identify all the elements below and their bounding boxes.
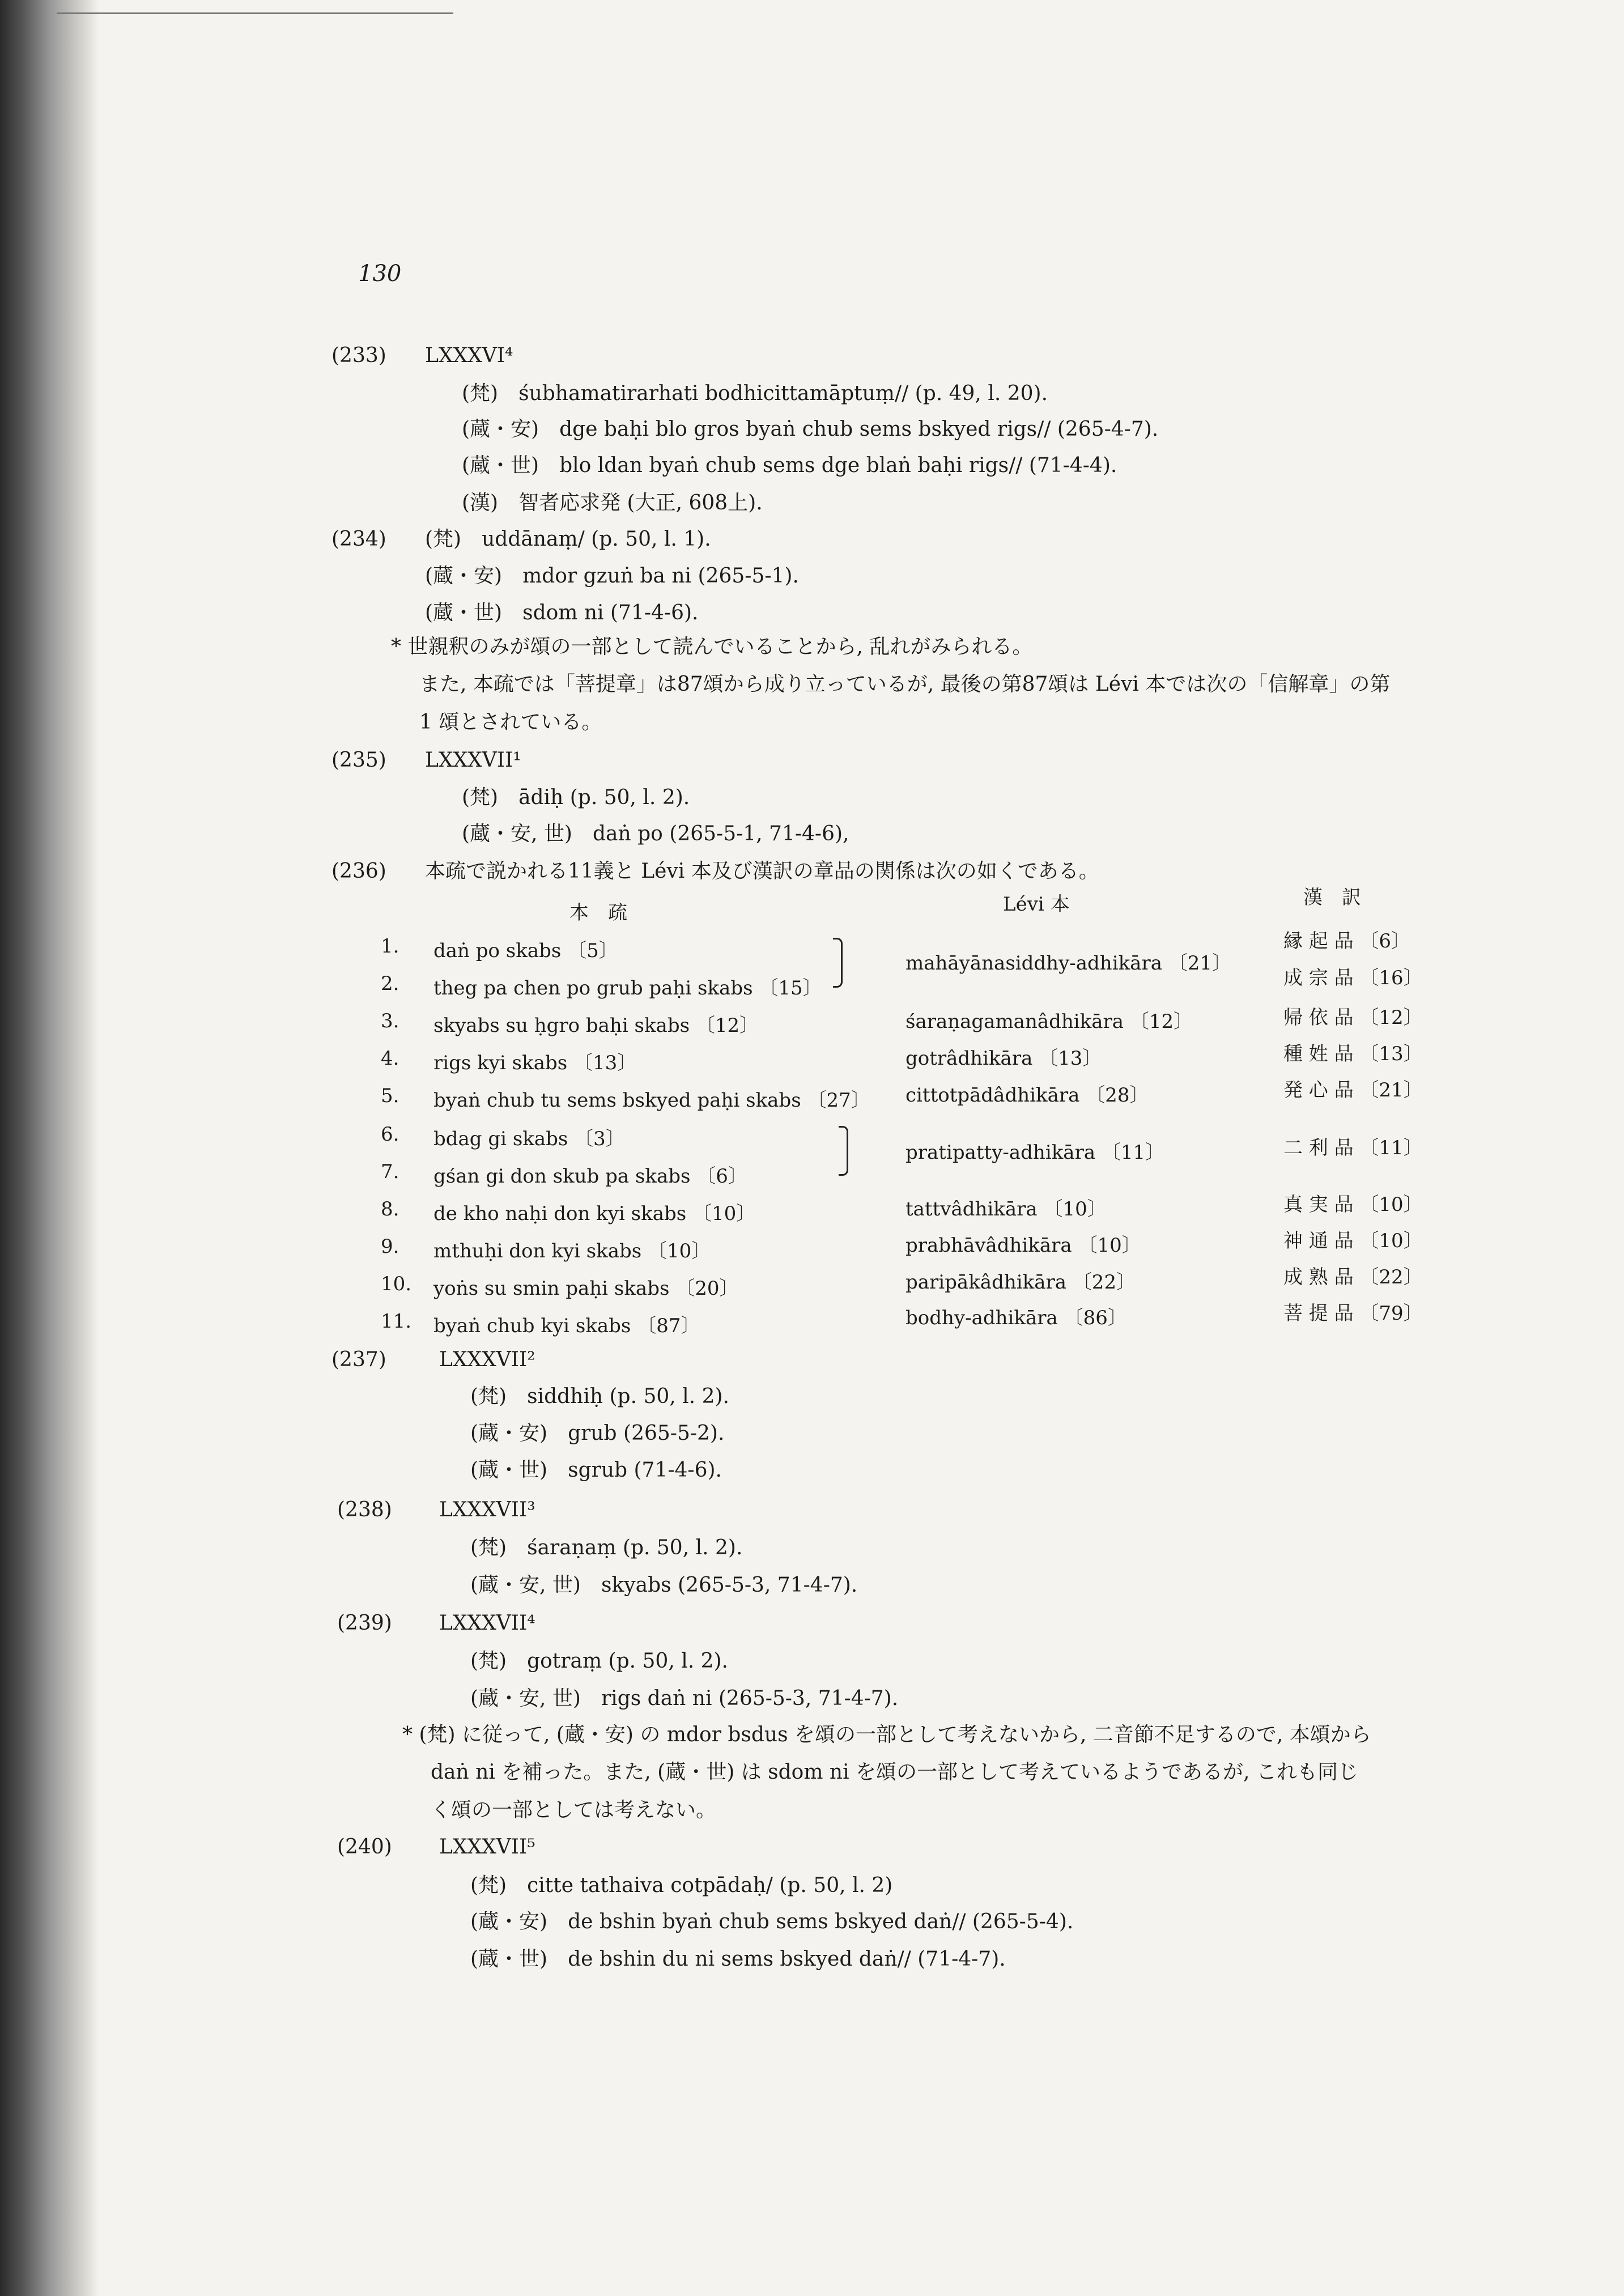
text-line: (梵) citte tathaiva cotpādaḥ/ (p. 50, l. 2) bbox=[470, 1874, 893, 1897]
levi-chapter: paripākâdhikāra 〔22〕 bbox=[905, 1271, 1136, 1294]
tibetan-chapter: mthuḥi don kyi skabs 〔10〕 bbox=[433, 1240, 711, 1262]
text-line: (蔵・安) dge baḥi blo gros byaṅ chub sems bskyed rigs// (265-4-7). bbox=[462, 418, 1159, 441]
row-number: 7. bbox=[381, 1160, 399, 1183]
text-line: (梵) siddhiḥ (p. 50, l. 2). bbox=[470, 1385, 729, 1408]
text-line: (235) bbox=[331, 749, 386, 772]
text-line: (漢) 智者応求発 (大正, 608上). bbox=[462, 491, 763, 515]
row-number: 2. bbox=[381, 972, 399, 995]
text-line: (梵) śubhamatirarhati bodhicittamāptuṃ// (p. 49, l. 20). bbox=[462, 382, 1048, 405]
text-line: LXXXVII³ bbox=[439, 1498, 535, 1521]
row-number: 4. bbox=[381, 1047, 399, 1070]
column-header: 本 疏 bbox=[569, 902, 627, 924]
tibetan-chapter: theg pa chen po grub paḥi skabs 〔15〕 bbox=[433, 977, 822, 1000]
scan-top-edge bbox=[57, 12, 453, 14]
text-line: (梵) gotraṃ (p. 50, l. 2). bbox=[470, 1649, 728, 1673]
levi-chapter: pratipatty-adhikāra 〔11〕 bbox=[905, 1141, 1165, 1164]
tibetan-chapter: skyabs su ḥgro baḥi skabs 〔12〕 bbox=[433, 1014, 759, 1037]
text-line: また, 本疏では「菩提章」は87頌から成り立っているが, 最後の第87頌は Lévi 本では次の「信解章」の第 bbox=[419, 673, 1391, 696]
tibetan-chapter: de kho naḥi don kyi skabs 〔10〕 bbox=[433, 1202, 756, 1225]
text-line: (234) bbox=[331, 528, 386, 551]
text-line: LXXXVII² bbox=[439, 1348, 535, 1371]
text-line: (梵) ādiḥ (p. 50, l. 2). bbox=[462, 786, 690, 809]
book-spine-shadow bbox=[0, 0, 99, 2296]
tibetan-chapter: bdag gi skabs 〔3〕 bbox=[433, 1128, 625, 1150]
tibetan-chapter: daṅ po skabs 〔5〕 bbox=[433, 939, 618, 962]
chinese-chapter: 二 利 品 〔11〕 bbox=[1283, 1137, 1423, 1159]
text-line: く頌の一部としては考えない。 bbox=[431, 1798, 717, 1822]
text-line: (蔵・安, 世) daṅ po (265-5-1, 71-4-6), bbox=[462, 822, 849, 845]
text-line: daṅ ni を補った。また, (蔵・世) は sdom ni を頌の一部として考えているようであるが, これも同じ bbox=[431, 1761, 1358, 1784]
chinese-chapter: 帰 依 品 〔12〕 bbox=[1283, 1006, 1423, 1029]
text-line: (蔵・安, 世) skyabs (265-5-3, 71-4-7). bbox=[470, 1574, 858, 1597]
text-line: LXXXVI⁴ bbox=[425, 344, 513, 367]
tibetan-chapter: byaṅ chub tu sems bskyed paḥi skabs 〔27〕 bbox=[433, 1089, 870, 1112]
levi-chapter: prabhāvâdhikāra 〔10〕 bbox=[905, 1234, 1141, 1257]
text-line: * (梵) に従って, (蔵・安) の mdor bsdus を頌の一部として考えないから, 二音節不足するので, 本頌から bbox=[402, 1723, 1371, 1746]
text-line: (蔵・安, 世) rigs daṅ ni (265-5-3, 71-4-7). bbox=[470, 1687, 899, 1710]
chinese-chapter: 成 宗 品 〔16〕 bbox=[1283, 967, 1423, 989]
tibetan-chapter: rigs kyi skabs 〔13〕 bbox=[433, 1052, 637, 1074]
chinese-chapter: 神 通 品 〔10〕 bbox=[1283, 1230, 1423, 1252]
bracket-rows-1-2 bbox=[833, 938, 843, 988]
row-number: 10. bbox=[381, 1273, 412, 1295]
text-line: (239) bbox=[337, 1612, 392, 1635]
chinese-chapter: 縁 起 品 〔6〕 bbox=[1283, 930, 1411, 953]
chinese-chapter: 菩 提 品 〔79〕 bbox=[1283, 1302, 1423, 1325]
text-line: (237) bbox=[331, 1348, 386, 1371]
row-number: 9. bbox=[381, 1235, 399, 1258]
text-line: (梵) śaraṇaṃ (p. 50, l. 2). bbox=[470, 1536, 743, 1559]
levi-chapter: mahāyānasiddhy-adhikāra 〔21〕 bbox=[905, 952, 1232, 975]
row-number: 8. bbox=[381, 1198, 399, 1221]
text-line: (蔵・世) sdom ni (71-4-6). bbox=[425, 601, 699, 624]
text-line: LXXXVII⁵ bbox=[439, 1835, 535, 1859]
tibetan-chapter: yoṅs su smin paḥi skabs 〔20〕 bbox=[433, 1277, 739, 1300]
levi-chapter: gotrâdhikāra 〔13〕 bbox=[905, 1047, 1102, 1070]
levi-chapter: tattvâdhikāra 〔10〕 bbox=[905, 1198, 1107, 1221]
row-number: 1. bbox=[381, 935, 399, 958]
text-line: LXXXVII⁴ bbox=[439, 1612, 535, 1635]
text-line: * 世親釈のみが頌の一部として読んでいることから, 乱れがみられる。 bbox=[391, 635, 1033, 658]
column-header: 漢 訳 bbox=[1303, 886, 1361, 909]
text-line: (蔵・安) de bshin byaṅ chub sems bskyed daṅ// (265-5-4). bbox=[470, 1910, 1074, 1933]
text-line: (蔵・安) grub (265-5-2). bbox=[470, 1422, 725, 1445]
text-line: (蔵・世) blo ldan byaṅ chub sems dge blaṅ baḥi rigs// (71-4-4). bbox=[462, 454, 1117, 477]
text-line: (233) bbox=[331, 344, 386, 367]
tibetan-chapter: byaṅ chub kyi skabs 〔87〕 bbox=[433, 1315, 700, 1337]
text-line: (蔵・安) mdor gzuṅ ba ni (265-5-1). bbox=[425, 564, 799, 588]
bracket-rows-6-7 bbox=[839, 1126, 848, 1176]
text-line: (240) bbox=[337, 1835, 392, 1859]
text-line: 本疏で説かれる11義と Lévi 本及び漢訳の章品の関係は次の如くである。 bbox=[425, 860, 1099, 883]
page-number: 130 bbox=[358, 261, 402, 287]
text-line: 1 頌とされている。 bbox=[419, 711, 602, 734]
chinese-chapter: 発 心 品 〔21〕 bbox=[1283, 1079, 1423, 1102]
text-line: LXXXVII¹ bbox=[425, 749, 521, 772]
tibetan-chapter: gśan gi don skub pa skabs 〔6〕 bbox=[433, 1165, 747, 1188]
row-number: 6. bbox=[381, 1123, 399, 1146]
row-number: 3. bbox=[381, 1010, 399, 1032]
levi-chapter: śaraṇagamanâdhikāra 〔12〕 bbox=[905, 1010, 1193, 1033]
levi-chapter: bodhy-adhikāra 〔86〕 bbox=[905, 1307, 1127, 1329]
text-line: (梵) uddānaṃ/ (p. 50, l. 1). bbox=[425, 528, 711, 551]
text-line: (蔵・世) de bshin du ni sems bskyed daṅ// (71-4-7). bbox=[470, 1948, 1006, 1971]
chinese-chapter: 真 実 品 〔10〕 bbox=[1283, 1193, 1423, 1216]
row-number: 11. bbox=[381, 1310, 412, 1333]
chinese-chapter: 成 熟 品 〔22〕 bbox=[1283, 1266, 1423, 1289]
column-header: Lévi 本 bbox=[1003, 893, 1070, 916]
text-line: (238) bbox=[337, 1498, 392, 1521]
text-line: (236) bbox=[331, 860, 386, 883]
chinese-chapter: 種 姓 品 〔13〕 bbox=[1283, 1043, 1423, 1065]
levi-chapter: cittotpādâdhikāra 〔28〕 bbox=[905, 1084, 1149, 1107]
text-line: (蔵・世) sgrub (71-4-6). bbox=[470, 1459, 722, 1482]
row-number: 5. bbox=[381, 1085, 399, 1107]
